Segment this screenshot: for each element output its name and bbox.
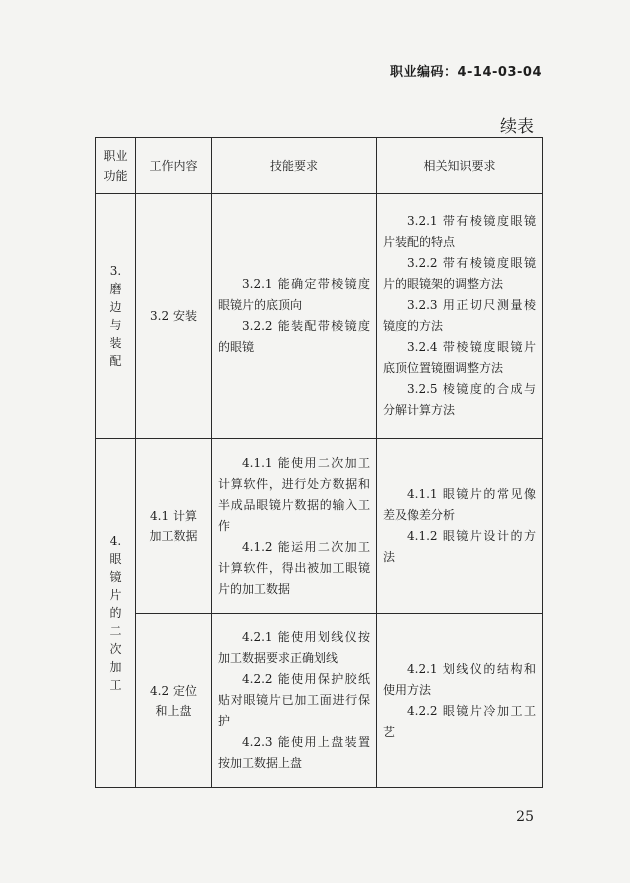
header-knowledge: 相关知识要求	[377, 138, 543, 194]
work-cell: 4.1 计算加工数据	[136, 439, 212, 614]
table-row	[96, 194, 543, 439]
header-skills: 技能要求	[212, 138, 377, 194]
header-work: 工作内容	[136, 138, 212, 194]
knowledge-item: 3.2.1 带有棱镜度眼镜片装配的特点	[383, 214, 536, 249]
knowledge-item: 4.1.1 眼镜片的常见像差及像差分析	[383, 487, 536, 522]
skills-table	[95, 137, 543, 788]
skill-item: 3.2.2 能装配带棱镜度的眼镜	[218, 319, 370, 354]
skill-item: 4.1.1 能使用二次加工计算软件，进行处方数据和半成品眼镜片数据的输入工作	[218, 455, 370, 533]
work-cell: 3.2 安装	[136, 194, 212, 439]
table-header-row	[96, 138, 543, 194]
knowledge-item: 3.2.5 棱镜度的合成与分解计算方法	[383, 382, 536, 417]
skill-item: 4.2.2 能使用保护胶纸贴对眼镜片已加工面进行保护	[218, 672, 370, 728]
skill-item: 3.2.1 能确定带棱镜度眼镜片的底顶向	[218, 277, 370, 312]
occupation-code: 职业编码：4-14-03-04	[389, 65, 542, 80]
knowledge-cell	[377, 439, 543, 614]
knowledge-item: 4.2.1 划线仪的结构和使用方法	[383, 661, 536, 697]
function-cell: 4. 眼镜片的二次加工	[96, 439, 136, 788]
knowledge-item: 4.2.2 眼镜片冷加工工艺	[383, 703, 536, 739]
knowledge-cell	[377, 614, 543, 788]
knowledge-cell	[377, 194, 543, 439]
knowledge-item: 3.2.4 带棱镜度眼镜片底顶位置镜圈调整方法	[383, 340, 536, 375]
skill-item: 4.2.3 能使用上盘装置按加工数据上盘	[218, 735, 370, 770]
knowledge-item: 4.1.2 眼镜片设计的方法	[383, 529, 536, 564]
skill-item: 4.2.1 能使用划线仪按加工数据要求正确划线	[218, 630, 370, 665]
skills-cell	[212, 439, 377, 614]
function-cell: 3. 磨边与装配	[96, 194, 136, 439]
work-cell: 4.2 定位和上盘	[136, 614, 212, 788]
table-row	[96, 439, 543, 614]
continued-label: 续表	[500, 117, 534, 137]
page-number: 25	[516, 809, 534, 825]
header-function: 职业功能	[96, 138, 136, 194]
knowledge-item: 3.2.2 带有棱镜度眼镜片的眼镜架的调整方法	[383, 256, 536, 291]
skills-cell	[212, 614, 377, 788]
skills-cell	[212, 194, 377, 439]
knowledge-item: 3.2.3 用正切尺测量棱镜度的方法	[383, 298, 536, 333]
skill-item: 4.1.2 能运用二次加工计算软件，得出被加工眼镜片的加工数据	[218, 539, 370, 596]
table-row	[96, 614, 543, 788]
